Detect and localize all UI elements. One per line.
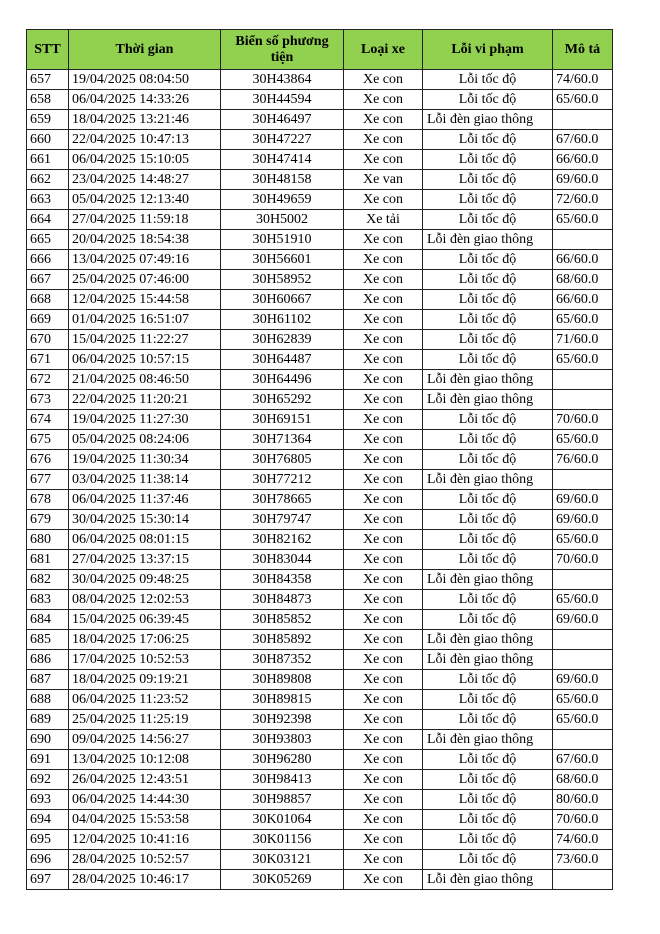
cell-time: 28/04/2025 10:46:17: [69, 870, 221, 890]
cell-plate: 30H89815: [221, 690, 344, 710]
table-row: [27, 250, 613, 270]
cell-violation: Lỗi tốc độ: [423, 490, 553, 510]
table-row: [27, 310, 613, 330]
header-time: Thời gian: [69, 30, 221, 70]
cell-description: [553, 230, 613, 250]
cell-description: [553, 470, 613, 490]
table-row: [27, 790, 613, 810]
cell-time: 18/04/2025 17:06:25: [69, 630, 221, 650]
cell-stt: 695: [27, 830, 69, 850]
cell-plate: 30H93803: [221, 730, 344, 750]
cell-violation: Lỗi đèn giao thông: [423, 730, 553, 750]
cell-time: 25/04/2025 07:46:00: [69, 270, 221, 290]
cell-vehicle-type: Xe con: [344, 810, 423, 830]
violation-sheet: [26, 29, 613, 890]
cell-vehicle-type: Xe con: [344, 610, 423, 630]
table-row: [27, 450, 613, 470]
cell-time: 15/04/2025 06:39:45: [69, 610, 221, 630]
cell-violation: Lỗi tốc độ: [423, 350, 553, 370]
cell-violation: Lỗi tốc độ: [423, 690, 553, 710]
cell-time: 17/04/2025 10:52:53: [69, 650, 221, 670]
cell-vehicle-type: Xe con: [344, 670, 423, 690]
cell-description: 66/60.0: [553, 150, 613, 170]
cell-time: 15/04/2025 11:22:27: [69, 330, 221, 350]
cell-description: 66/60.0: [553, 250, 613, 270]
cell-vehicle-type: Xe tải: [344, 210, 423, 230]
cell-vehicle-type: Xe con: [344, 590, 423, 610]
cell-time: 25/04/2025 11:25:19: [69, 710, 221, 730]
cell-time: 27/04/2025 13:37:15: [69, 550, 221, 570]
table-row: [27, 850, 613, 870]
cell-violation: Lỗi tốc độ: [423, 670, 553, 690]
cell-description: 73/60.0: [553, 850, 613, 870]
cell-vehicle-type: Xe con: [344, 70, 423, 90]
cell-violation: Lỗi đèn giao thông: [423, 370, 553, 390]
table-row: [27, 150, 613, 170]
cell-vehicle-type: Xe con: [344, 770, 423, 790]
table-row: [27, 350, 613, 370]
cell-plate: 30K01064: [221, 810, 344, 830]
cell-plate: 30H62839: [221, 330, 344, 350]
cell-stt: 692: [27, 770, 69, 790]
cell-time: 13/04/2025 07:49:16: [69, 250, 221, 270]
cell-violation: Lỗi tốc độ: [423, 530, 553, 550]
cell-description: 65/60.0: [553, 430, 613, 450]
cell-vehicle-type: Xe con: [344, 650, 423, 670]
cell-time: 27/04/2025 11:59:18: [69, 210, 221, 230]
cell-description: 71/60.0: [553, 330, 613, 350]
cell-violation: Lỗi tốc độ: [423, 310, 553, 330]
cell-vehicle-type: Xe con: [344, 450, 423, 470]
cell-time: 20/04/2025 18:54:38: [69, 230, 221, 250]
cell-stt: 666: [27, 250, 69, 270]
cell-violation: Lỗi tốc độ: [423, 330, 553, 350]
cell-plate: 30K01156: [221, 830, 344, 850]
cell-stt: 686: [27, 650, 69, 670]
cell-violation: Lỗi tốc độ: [423, 210, 553, 230]
cell-vehicle-type: Xe con: [344, 250, 423, 270]
cell-vehicle-type: Xe con: [344, 870, 423, 890]
cell-description: 65/60.0: [553, 210, 613, 230]
cell-description: 67/60.0: [553, 130, 613, 150]
cell-description: 65/60.0: [553, 590, 613, 610]
cell-violation: Lỗi tốc độ: [423, 170, 553, 190]
cell-description: 76/60.0: [553, 450, 613, 470]
cell-plate: 30H51910: [221, 230, 344, 250]
table-row: [27, 610, 613, 630]
cell-vehicle-type: Xe con: [344, 490, 423, 510]
cell-description: 65/60.0: [553, 690, 613, 710]
table-row: [27, 510, 613, 530]
cell-stt: 657: [27, 70, 69, 90]
cell-vehicle-type: Xe con: [344, 750, 423, 770]
cell-stt: 674: [27, 410, 69, 430]
cell-time: 03/04/2025 11:38:14: [69, 470, 221, 490]
cell-stt: 675: [27, 430, 69, 450]
cell-stt: 672: [27, 370, 69, 390]
cell-plate: 30H79747: [221, 510, 344, 530]
table-row: [27, 410, 613, 430]
table-row: [27, 290, 613, 310]
cell-violation: Lỗi tốc độ: [423, 190, 553, 210]
cell-description: [553, 870, 613, 890]
cell-time: 06/04/2025 08:01:15: [69, 530, 221, 550]
table-row: [27, 190, 613, 210]
cell-time: 06/04/2025 15:10:05: [69, 150, 221, 170]
cell-description: 70/60.0: [553, 810, 613, 830]
cell-violation: Lỗi đèn giao thông: [423, 470, 553, 490]
cell-vehicle-type: Xe con: [344, 630, 423, 650]
cell-plate: 30H92398: [221, 710, 344, 730]
cell-violation: Lỗi tốc độ: [423, 430, 553, 450]
table-row: [27, 70, 613, 90]
cell-time: 22/04/2025 11:20:21: [69, 390, 221, 410]
table-row: [27, 810, 613, 830]
cell-violation: Lỗi tốc độ: [423, 790, 553, 810]
cell-time: 06/04/2025 10:57:15: [69, 350, 221, 370]
cell-plate: 30H60667: [221, 290, 344, 310]
header-stt: STT: [27, 30, 69, 70]
cell-stt: 696: [27, 850, 69, 870]
cell-time: 06/04/2025 14:44:30: [69, 790, 221, 810]
cell-violation: Lỗi tốc độ: [423, 150, 553, 170]
cell-time: 06/04/2025 14:33:26: [69, 90, 221, 110]
cell-vehicle-type: Xe van: [344, 170, 423, 190]
cell-vehicle-type: Xe con: [344, 90, 423, 110]
table-row: [27, 430, 613, 450]
cell-stt: 669: [27, 310, 69, 330]
table-row: [27, 470, 613, 490]
cell-plate: 30H65292: [221, 390, 344, 410]
cell-description: 65/60.0: [553, 530, 613, 550]
cell-stt: 677: [27, 470, 69, 490]
cell-vehicle-type: Xe con: [344, 550, 423, 570]
cell-violation: Lỗi tốc độ: [423, 810, 553, 830]
table-row: [27, 210, 613, 230]
cell-violation: Lỗi tốc độ: [423, 410, 553, 430]
cell-stt: 662: [27, 170, 69, 190]
cell-time: 22/04/2025 10:47:13: [69, 130, 221, 150]
table-row: [27, 770, 613, 790]
cell-vehicle-type: Xe con: [344, 270, 423, 290]
cell-violation: Lỗi tốc độ: [423, 130, 553, 150]
cell-plate: 30H64487: [221, 350, 344, 370]
table-body: [27, 70, 613, 890]
cell-plate: 30H98413: [221, 770, 344, 790]
cell-stt: 673: [27, 390, 69, 410]
header-description: Mô tả: [553, 30, 613, 70]
cell-plate: 30H83044: [221, 550, 344, 570]
cell-vehicle-type: Xe con: [344, 710, 423, 730]
cell-time: 18/04/2025 13:21:46: [69, 110, 221, 130]
cell-stt: 682: [27, 570, 69, 590]
table-row: [27, 490, 613, 510]
cell-plate: 30K03121: [221, 850, 344, 870]
cell-vehicle-type: Xe con: [344, 530, 423, 550]
cell-description: 70/60.0: [553, 410, 613, 430]
cell-time: 19/04/2025 11:27:30: [69, 410, 221, 430]
cell-vehicle-type: Xe con: [344, 130, 423, 150]
table-row: [27, 710, 613, 730]
header-row: [27, 30, 613, 70]
cell-description: [553, 390, 613, 410]
cell-description: 69/60.0: [553, 490, 613, 510]
table-row: [27, 230, 613, 250]
cell-stt: 679: [27, 510, 69, 530]
cell-time: 19/04/2025 11:30:34: [69, 450, 221, 470]
cell-vehicle-type: Xe con: [344, 470, 423, 490]
cell-stt: 688: [27, 690, 69, 710]
cell-description: [553, 110, 613, 130]
cell-violation: Lỗi tốc độ: [423, 90, 553, 110]
cell-time: 21/04/2025 08:46:50: [69, 370, 221, 390]
cell-vehicle-type: Xe con: [344, 510, 423, 530]
cell-violation: Lỗi tốc độ: [423, 610, 553, 630]
cell-stt: 659: [27, 110, 69, 130]
table-row: [27, 750, 613, 770]
cell-stt: 661: [27, 150, 69, 170]
cell-stt: 684: [27, 610, 69, 630]
cell-description: [553, 730, 613, 750]
cell-violation: Lỗi đèn giao thông: [423, 230, 553, 250]
cell-plate: 30H69151: [221, 410, 344, 430]
cell-violation: Lỗi đèn giao thông: [423, 390, 553, 410]
table-row: [27, 370, 613, 390]
cell-plate: 30H43864: [221, 70, 344, 90]
cell-time: 28/04/2025 10:52:57: [69, 850, 221, 870]
cell-violation: Lỗi tốc độ: [423, 70, 553, 90]
header-violation: Lỗi vi phạm: [423, 30, 553, 70]
cell-stt: 663: [27, 190, 69, 210]
cell-vehicle-type: Xe con: [344, 290, 423, 310]
cell-violation: Lỗi tốc độ: [423, 250, 553, 270]
violation-table: [26, 29, 613, 890]
cell-vehicle-type: Xe con: [344, 410, 423, 430]
cell-plate: 30H5002: [221, 210, 344, 230]
cell-time: 18/04/2025 09:19:21: [69, 670, 221, 690]
table-row: [27, 110, 613, 130]
cell-description: [553, 650, 613, 670]
cell-time: 30/04/2025 09:48:25: [69, 570, 221, 590]
cell-stt: 690: [27, 730, 69, 750]
cell-description: 69/60.0: [553, 170, 613, 190]
cell-time: 13/04/2025 10:12:08: [69, 750, 221, 770]
cell-description: [553, 570, 613, 590]
cell-plate: 30H56601: [221, 250, 344, 270]
cell-vehicle-type: Xe con: [344, 690, 423, 710]
cell-time: 06/04/2025 11:23:52: [69, 690, 221, 710]
cell-description: 74/60.0: [553, 70, 613, 90]
cell-vehicle-type: Xe con: [344, 390, 423, 410]
table-row: [27, 90, 613, 110]
cell-stt: 678: [27, 490, 69, 510]
cell-violation: Lỗi tốc độ: [423, 550, 553, 570]
cell-vehicle-type: Xe con: [344, 110, 423, 130]
table-row: [27, 870, 613, 890]
cell-plate: 30H47414: [221, 150, 344, 170]
cell-vehicle-type: Xe con: [344, 830, 423, 850]
cell-description: 65/60.0: [553, 90, 613, 110]
cell-plate: 30H87352: [221, 650, 344, 670]
cell-description: 69/60.0: [553, 510, 613, 530]
table-row: [27, 730, 613, 750]
cell-violation: Lỗi đèn giao thông: [423, 630, 553, 650]
cell-violation: Lỗi đèn giao thông: [423, 870, 553, 890]
cell-time: 05/04/2025 08:24:06: [69, 430, 221, 450]
cell-time: 01/04/2025 16:51:07: [69, 310, 221, 330]
cell-plate: 30H44594: [221, 90, 344, 110]
cell-violation: Lỗi tốc độ: [423, 750, 553, 770]
header-plate: [221, 30, 344, 70]
cell-plate: 30H89808: [221, 670, 344, 690]
cell-violation: Lỗi tốc độ: [423, 450, 553, 470]
table-row: [27, 670, 613, 690]
cell-time: 30/04/2025 15:30:14: [69, 510, 221, 530]
cell-stt: 683: [27, 590, 69, 610]
cell-stt: 665: [27, 230, 69, 250]
cell-plate: 30H49659: [221, 190, 344, 210]
cell-description: 68/60.0: [553, 270, 613, 290]
cell-description: 66/60.0: [553, 290, 613, 310]
header-plate-label: Biển số phương tiện: [235, 33, 329, 65]
cell-time: 09/04/2025 14:56:27: [69, 730, 221, 750]
cell-vehicle-type: Xe con: [344, 330, 423, 350]
cell-plate: 30H64496: [221, 370, 344, 390]
cell-plate: 30H76805: [221, 450, 344, 470]
cell-plate: 30H82162: [221, 530, 344, 550]
cell-plate: 30H78665: [221, 490, 344, 510]
cell-plate: 30H71364: [221, 430, 344, 450]
cell-time: 12/04/2025 15:44:58: [69, 290, 221, 310]
cell-description: 65/60.0: [553, 350, 613, 370]
cell-vehicle-type: Xe con: [344, 310, 423, 330]
cell-vehicle-type: Xe con: [344, 350, 423, 370]
cell-stt: 658: [27, 90, 69, 110]
cell-description: 74/60.0: [553, 830, 613, 850]
cell-time: 19/04/2025 08:04:50: [69, 70, 221, 90]
table-row: [27, 590, 613, 610]
table-row: [27, 390, 613, 410]
cell-plate: 30H85852: [221, 610, 344, 630]
cell-vehicle-type: Xe con: [344, 430, 423, 450]
cell-vehicle-type: Xe con: [344, 730, 423, 750]
cell-time: 08/04/2025 12:02:53: [69, 590, 221, 610]
cell-plate: 30K05269: [221, 870, 344, 890]
cell-description: 67/60.0: [553, 750, 613, 770]
cell-stt: 660: [27, 130, 69, 150]
table-row: [27, 270, 613, 290]
cell-violation: Lỗi đèn giao thông: [423, 110, 553, 130]
cell-vehicle-type: Xe con: [344, 370, 423, 390]
table-row: [27, 170, 613, 190]
cell-time: 05/04/2025 12:13:40: [69, 190, 221, 210]
cell-vehicle-type: Xe con: [344, 230, 423, 250]
cell-description: 65/60.0: [553, 310, 613, 330]
cell-time: 26/04/2025 12:43:51: [69, 770, 221, 790]
cell-stt: 680: [27, 530, 69, 550]
table-row: [27, 830, 613, 850]
cell-plate: 30H47227: [221, 130, 344, 150]
cell-description: 70/60.0: [553, 550, 613, 570]
cell-time: 23/04/2025 14:48:27: [69, 170, 221, 190]
cell-stt: 668: [27, 290, 69, 310]
cell-time: 04/04/2025 15:53:58: [69, 810, 221, 830]
cell-violation: Lỗi tốc độ: [423, 290, 553, 310]
cell-vehicle-type: Xe con: [344, 570, 423, 590]
table-row: [27, 550, 613, 570]
cell-stt: 689: [27, 710, 69, 730]
cell-stt: 664: [27, 210, 69, 230]
cell-stt: 687: [27, 670, 69, 690]
table-row: [27, 690, 613, 710]
cell-plate: 30H84873: [221, 590, 344, 610]
cell-description: 80/60.0: [553, 790, 613, 810]
header-vehicle-type: Loại xe: [344, 30, 423, 70]
table-row: [27, 570, 613, 590]
table-row: [27, 650, 613, 670]
cell-plate: 30H77212: [221, 470, 344, 490]
cell-stt: 691: [27, 750, 69, 770]
cell-violation: Lỗi tốc độ: [423, 830, 553, 850]
cell-violation: Lỗi tốc độ: [423, 850, 553, 870]
cell-plate: 30H84358: [221, 570, 344, 590]
cell-violation: Lỗi tốc độ: [423, 770, 553, 790]
cell-stt: 671: [27, 350, 69, 370]
cell-violation: Lỗi tốc độ: [423, 510, 553, 530]
cell-plate: 30H48158: [221, 170, 344, 190]
cell-description: [553, 370, 613, 390]
cell-plate: 30H46497: [221, 110, 344, 130]
cell-violation: Lỗi tốc độ: [423, 590, 553, 610]
cell-description: 69/60.0: [553, 610, 613, 630]
cell-violation: Lỗi tốc độ: [423, 270, 553, 290]
cell-description: 72/60.0: [553, 190, 613, 210]
cell-plate: 30H61102: [221, 310, 344, 330]
cell-stt: 693: [27, 790, 69, 810]
table-row: [27, 630, 613, 650]
cell-stt: 676: [27, 450, 69, 470]
cell-violation: Lỗi đèn giao thông: [423, 650, 553, 670]
cell-plate: 30H96280: [221, 750, 344, 770]
table-row: [27, 530, 613, 550]
table-row: [27, 130, 613, 150]
cell-description: 65/60.0: [553, 710, 613, 730]
cell-description: 68/60.0: [553, 770, 613, 790]
cell-stt: 681: [27, 550, 69, 570]
cell-violation: Lỗi tốc độ: [423, 710, 553, 730]
cell-time: 06/04/2025 11:37:46: [69, 490, 221, 510]
cell-stt: 697: [27, 870, 69, 890]
cell-stt: 685: [27, 630, 69, 650]
cell-description: 69/60.0: [553, 670, 613, 690]
cell-description: [553, 630, 613, 650]
cell-time: 12/04/2025 10:41:16: [69, 830, 221, 850]
cell-stt: 670: [27, 330, 69, 350]
cell-vehicle-type: Xe con: [344, 850, 423, 870]
table-row: [27, 330, 613, 350]
cell-plate: 30H98857: [221, 790, 344, 810]
cell-vehicle-type: Xe con: [344, 790, 423, 810]
cell-stt: 667: [27, 270, 69, 290]
cell-stt: 694: [27, 810, 69, 830]
cell-plate: 30H58952: [221, 270, 344, 290]
cell-vehicle-type: Xe con: [344, 190, 423, 210]
cell-vehicle-type: Xe con: [344, 150, 423, 170]
cell-violation: Lỗi đèn giao thông: [423, 570, 553, 590]
cell-plate: 30H85892: [221, 630, 344, 650]
